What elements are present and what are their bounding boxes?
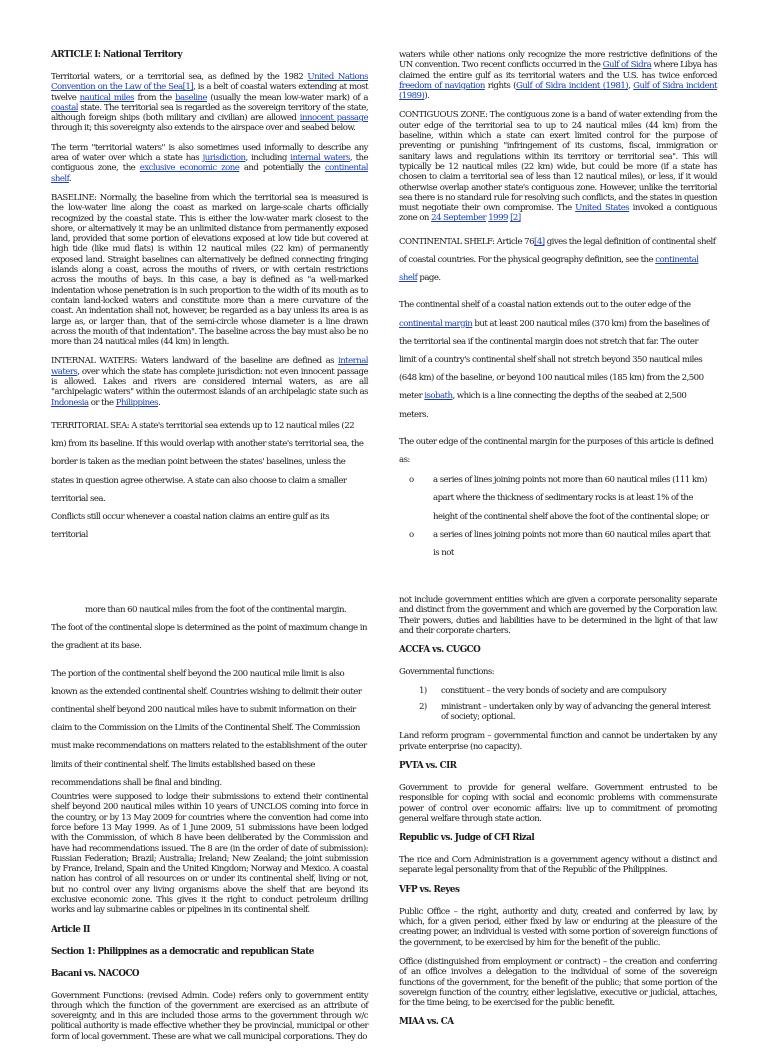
- pvta-case-heading: PVTA vs. CIR: [399, 760, 457, 771]
- bullet-icon: o: [409, 475, 414, 486]
- jurisdiction-link[interactable]: jurisdiction: [202, 153, 246, 164]
- bullet-icon: o: [409, 529, 414, 540]
- governmental-functions-list: [399, 686, 717, 722]
- coastal-link[interactable]: coastal: [51, 102, 78, 113]
- section-1-heading: Section 1: Philippines as a democratic and republican State: [51, 946, 314, 957]
- gulf-of-sidra-link[interactable]: Gulf of Sidra: [602, 60, 652, 71]
- bacani-case-heading: Bacani vs. NACOCO: [51, 968, 140, 979]
- internal-waters-link-2[interactable]: internal waters: [51, 356, 368, 377]
- public-office-paragraph: Public Office – the right, authority and duty, created and conferred by law, by which, for a given period, either fixed by law or enduring at the pleasure of the creating power, an individual is vested with some portion of sovereign functions of the government, to be exercised by him for the benefit of the public.: [399, 906, 717, 948]
- territorial-sea-paragraph: TERRITORIAL SEA: A state's territorial sea extends up to 12 nautical miles (22 km) from its baseline. If this would overlap with another state's territorial sea, the border is taken as the median point between the states' baselines, unless the states in question agree otherwise. A state can also choose to claim a smaller territorial sea.: [51, 420, 364, 504]
- gulf-of-sidra-paragraph: waters while other nations only recognize the more restrictive definitions of the UN convention. Two recent conflicts occurred in the Gulf of Sidra where Libya has claimed the entire gulf as its territorial waters and the U.S. has twice enforced freedom of navigation rights (Gulf of Sidra incident (1981), Gulf of Sidra incident (1989)).: [399, 50, 717, 102]
- innocent-passage-link[interactable]: innocent passage: [299, 113, 368, 124]
- term-territorial-waters-paragraph: The term "territorial waters" is also sometimes used informally to describe any area of water over which a state has jurisdiction, including internal waters, the contiguous zone, the exclusive economic zone and potentially the continental shelf.: [51, 142, 368, 184]
- list-item: o a series of lines joining points not more than 60 nautical miles (111 km) apart where the thickness of sedimentary rocks is at least 1% of the height of the continental shelf above the foot of the continental slope; or: [409, 471, 717, 526]
- page2-left-column: [51, 601, 368, 1051]
- general-welfare-paragraph: Government to provide for general welfare. Government entrusted to be responsible for coping with social and economic problems with commensurate power of control over economic affairs: live up to commitment of promoting general welfare through state action.: [399, 782, 717, 824]
- ref-2-link[interactable]: [2]: [510, 213, 521, 224]
- margin-continuation-paragraph: more than 60 nautical miles from the foot of the continental margin.: [85, 605, 347, 615]
- governmental-functions-label: Governmental functions:: [399, 667, 495, 678]
- foot-of-slope-paragraph: The foot of the continental slope is determined as the point of maximum change in the gradient at its base.: [51, 623, 367, 652]
- vfp-case-heading: VFP vs. Reyes: [399, 884, 460, 895]
- land-reform-paragraph: Land reform program – governmental function and cannot be undertaken by any private enterprise (no capacity).: [399, 731, 717, 752]
- page2-right-column: [399, 595, 717, 1039]
- territorial-waters-paragraph: Territorial waters, or a territorial sea, as defined by the 1982 United Nations Convention on the Law of the Sea[1], is a belt of coastal waters extending at most twelve nautical miles from the baseline (usually the mean low-water mark) of a coastal state. The territorial sea is regarded as the sovereign territory of the state, although foreign ships (both military and civilian) are allowed innocent passage through it; this sovereignty also extends to the airspace over and seabed below.: [51, 72, 368, 134]
- internal-waters-paragraph: INTERNAL WATERS: Waters landward of the baseline are defined as internal waters, over which the state has complete jurisdiction: not even innocent passage is allowed. Lakes and rivers are considered internal waters, as are all "archipelagic waters" within the outermost islands of an archipelagic state such as Indonesia or the Philippines.: [51, 356, 368, 408]
- list-item: 2) ministrant – undertaken only by way of advancing the general interest of society; optional.: [419, 701, 711, 723]
- article-1-heading: ARTICLE I: National Territory: [51, 50, 183, 60]
- government-functions-paragraph: Government Functions: (revised Admin. Code) refers only to government entity through which the function of the government are exercised as an attribute of sovereignty, and in this are included those arms to the government through w/c political authority is made effective whether they be provincial, municipal or other form of local government. These are what we call municipal corporations. They do: [51, 990, 368, 1042]
- miaa-case-heading: MIAA vs. CA: [399, 1017, 454, 1028]
- nautical-miles-link[interactable]: nautical miles: [79, 92, 135, 103]
- contiguous-zone-paragraph: CONTIGUOUS ZONE: The contiguous zone is a band of water extending from the outer edge of the territorial sea to up to 24 nautical miles (44 km) from the baseline, within which a state can exert limited control for the purpose of preventing or punishing "infringement of its customs, fiscal, immigration or sanitary laws and regulations within its territory or territorial sea". This will typically be 12 nautical miles (22 km) wide, but could be more (if a state has chosen to claim a territorial sea of less than 12 nautical miles), or less, if it would otherwise overlap another state's contiguous zone. However, unlike the territorial sea there is no standard rule for resolving such conflicts, and the states in question must negotiate their own compromise. The United States invoked a contiguous zone on 24 September 1999 [2]: [399, 110, 717, 224]
- list-item: o a series of lines joining points not more than 60 nautical miles apart that is not: [409, 526, 717, 562]
- philippines-link[interactable]: Philippines: [115, 397, 159, 408]
- internal-waters-link[interactable]: internal waters: [290, 153, 350, 164]
- conflicts-paragraph: Conflicts still occur whenever a coastal nation claims an entire gulf as its territorial: [51, 511, 330, 541]
- list-item: 1) constituent – the very bonds of society and are compulsory: [419, 686, 667, 697]
- extended-shelf-paragraph: The portion of the continental shelf beyond the 200 nautical mile limit is also known as the extended continental shelf. Countries wishing to delimit their outer continental shelf beyond 200 nautical miles have to submit information on their claim to the Commission on the Limits of the Continental Shelf. The Commission must make recommendations on matters related to the establishment of the outer limits of their continental shelf. The limits established based on these recommendations shall be final and binding.: [51, 668, 367, 788]
- eez-link[interactable]: exclusive economic zone: [139, 163, 240, 174]
- document-page-2: [0, 586, 768, 1042]
- unclos-link[interactable]: United Nations Convention on the Law of the Sea[1]: [51, 72, 368, 93]
- baseline-link[interactable]: baseline: [175, 92, 207, 103]
- united-states-link[interactable]: United States: [575, 203, 630, 214]
- continental-margin-link[interactable]: continental margin: [399, 318, 473, 329]
- gulf-of-sidra-1989-link[interactable]: Gulf of Sidra incident (1989): [399, 80, 717, 102]
- isobath-link[interactable]: isobath: [424, 391, 453, 402]
- outer-edge-list: [399, 471, 717, 562]
- continental-shelf-extent-paragraph: The continental shelf of a coastal nation extends out to the outer edge of the continental margin but at least 200 nautical miles (370 km) from the baselines of the territorial sea if the continental margin does not stretch that far. The outer limit of a country's continental shelf shall not stretch beyond 350 nautical miles (648 km) of the baseline, or beyond 100 nautical miles (185 km) from the 2,500 meter isobath, which is a line connecting the depths of the seabed at 2,500 meters.: [399, 300, 709, 420]
- continental-shelf-paragraph: CONTINENTAL SHELF: Article 76[4] gives the legal definition of continental shelf of coastal countries. For the physical geography definition, see the continental shelf page.: [399, 236, 716, 284]
- rice-corn-paragraph: The rice and Corn Administration is a government agency without a distinct and separate legal personality from that of the Republic of the Philippines.: [399, 855, 717, 876]
- page1-right-column: [399, 50, 717, 566]
- continental-shelf-link[interactable]: continental shelf: [51, 163, 368, 184]
- corporate-personality-paragraph: not include government entities which are given a corporate personality separate and distinct from the government and which are governed by the Corporation law. Their powers, duties and liabilities have to be determined in the light of that law and their corporate charters.: [399, 595, 717, 636]
- accfa-case-heading: ACCFA vs. CUGCO: [399, 645, 481, 656]
- page1-left-column: [51, 50, 368, 553]
- indonesia-link[interactable]: Indonesia: [51, 397, 89, 408]
- freedom-of-navigation-link[interactable]: freedom of navigation: [399, 80, 485, 91]
- outer-edge-paragraph: The outer edge of the continental margin for the purposes of this article is defined as:: [399, 436, 714, 465]
- office-definition-paragraph: Office (distinguished from employment or contract) – the creation and conferring of an office involves a delegation to the individual of some of the sovereign functions of the government, for the benefit of the public; that some portion of the sovereign function of the country, either legislative, executive or judicial, attaches, for the time being, to be exercised for the public benefit.: [399, 956, 717, 1009]
- baseline-paragraph: BASELINE: Normally, the baseline from which the territorial sea is measured is the low-water line along the coast as marked on large-scale charts officially recognized by the coastal state. This is either the low-water mark closest to the shore, or alternatively it may be an unlimited distance from permanently exposed land, provided that some portion of elevations exposed at low tide but covered at high tide (like mud flats) is within 12 nautical miles (22 km) of permanently exposed land. Straight baselines can alternatively be defined connecting fringing islands along a coast, across the mouths of rivers, or with certain restrictions across the mouths of bays. In this case, a bay is defined as "a well-marked indentation whose penetration is in such proportion to the width of its mouth as to contain land-locked waters and constitute more than a mere curvature of the coast. An indentation shall not, however, be regarded as a bay unless its area is as large as, or larger than, that of the semi-circle whose diameter is a line drawn across the mouth of that indentation". The baseline across the bay must also be no more than 24 nautical miles (44 km) in length.: [51, 192, 368, 348]
- year-link[interactable]: 1999: [488, 213, 508, 224]
- continental-shelf-page-link[interactable]: continental shelf: [399, 254, 699, 284]
- gulf-of-sidra-1981-link[interactable]: Gulf of Sidra incident (1981): [516, 80, 629, 91]
- submissions-paragraph: Countries were supposed to lodge their submissions to extend their continental shelf beyond 200 nautical miles within 10 years of UNCLOS coming into force in the country, or by 13 May 2009 for countries where the convention had come into force before 13 May 1999. As of 1 June 2009, 51 submissions have been lodged with the Commission, of which 8 have been deliberated by the Commission and have had recommendations issued. The 8 are (in the order of date of submission): Russian Federation; Brazil; Australia; Ireland; New Zealand; the joint submission by France, Ireland, Spain and the United Kingdom; Norway and Mexico. A coastal nation has control of all resources on or under its continental shelf, living or not, but no control over any living organisms above the shelf that are beyond its exclusive economic zone. This gives it the right to conduct petroleum drilling works and lay submarine cables or pipelines in its continental shelf.: [51, 792, 368, 916]
- article-2-heading: Article II: [51, 924, 90, 935]
- date-link[interactable]: 24 September: [431, 213, 487, 224]
- republic-case-heading: Republic vs. Judge of CFI Rizal: [399, 833, 535, 844]
- ref-4-link[interactable]: [4]: [534, 236, 545, 247]
